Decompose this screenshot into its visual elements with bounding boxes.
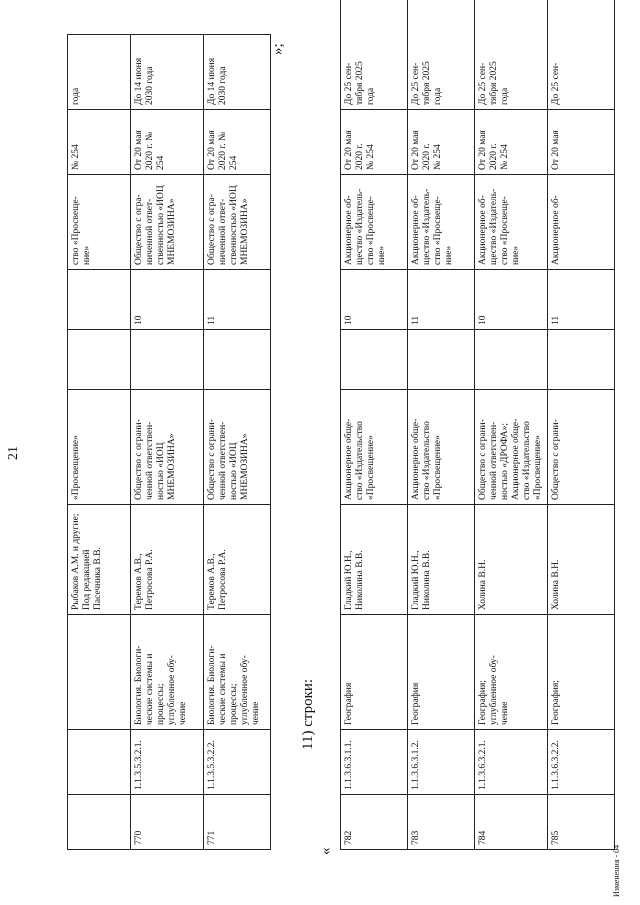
table-cell [68, 270, 131, 330]
table-cell: Биология. Биологи- ческие системы и процессы; углубленное обу- чение [204, 615, 271, 730]
table-cell: От 20 мая [547, 110, 614, 175]
table-cell: ство «Просвеще- ние» [68, 175, 131, 270]
table-cell: География [341, 615, 408, 730]
table-cell: 1.1.3.5.3.2.1. [131, 730, 204, 795]
table-bottom [340, 0, 615, 850]
table-top [67, 34, 271, 850]
page-number: 21 [6, 446, 21, 460]
table-row [131, 35, 204, 850]
table-row [475, 0, 548, 850]
table-cell: Акционерное обще- ство «Издательство «Просвещение» [408, 390, 475, 505]
table-cell: Общество с ограни- ченной ответствен- ностью «ИОЦ МНЕМОЗИНА» [204, 390, 271, 505]
table-cell: От 20 мая 2020 г. № 254 [131, 110, 204, 175]
table-cell: До 25 сен- [547, 0, 614, 110]
table-cell [341, 330, 408, 390]
table-cell: 1.1.3.6.3.2.2. [547, 730, 614, 795]
table-cell: До 14 июня 2030 года [131, 35, 204, 110]
table-cell [475, 330, 548, 390]
trailing-quote: »; [270, 43, 286, 55]
table-cell: Теремов А.В., Петросова Р.А. [131, 505, 204, 615]
table-cell: 771 [204, 795, 271, 850]
table-cell: 10 [475, 270, 548, 330]
table-cell: Акционерное обще- ство «Издательство «Просвещение» [341, 390, 408, 505]
table-cell: 11 [408, 270, 475, 330]
table-cell: 1.1.3.5.3.2.2. [204, 730, 271, 795]
table-cell: До 14 июня 2030 года [204, 35, 271, 110]
table-cell: Акционерное об- щество «Издатель- ство «Просвеще- ние» [341, 175, 408, 270]
table-cell: Общество с огра- ниченной ответ- ственностью «ИОЦ МНЕМОЗИНА» [131, 175, 204, 270]
table-cell: «Просвещение» [68, 390, 131, 505]
table-cell: 11 [547, 270, 614, 330]
table-row [341, 0, 408, 850]
table-cell: № 254 [68, 110, 131, 175]
table-cell [131, 330, 204, 390]
table-cell: Холина В.Н. [475, 505, 548, 615]
table-cell: 10 [131, 270, 204, 330]
table-cell: До 25 сен- тября 2025 года [341, 0, 408, 110]
table-cell: От 20 мая 2020 г. № 254 [204, 110, 271, 175]
table-cell: Холина В.Н. [547, 505, 614, 615]
table-cell: Общество с ограни- ченной ответствен- ностью «ДРОФА»; Акционерное обще- ство «Издательство «Просвещение» [475, 390, 548, 505]
section-heading: 11) строки: [300, 678, 316, 750]
table-cell: География; [547, 615, 614, 730]
table-cell: 784 [475, 795, 548, 850]
table-cell: 1.1.3.6.3.1.2. [408, 730, 475, 795]
table-cell [68, 615, 131, 730]
table-cell: 770 [131, 795, 204, 850]
table-cell: Акционерное об- [547, 175, 614, 270]
table-cell: До 25 сен- тября 2025 года [475, 0, 548, 110]
table-cell: От 20 мая 2020 г. № 254 [341, 110, 408, 175]
footer-note: Изменения - 04 [612, 844, 621, 897]
table-cell: 11 [204, 270, 271, 330]
table-row [547, 0, 614, 850]
table-cell: Теремов А.В., Петросова Р.А. [204, 505, 271, 615]
table-row [204, 35, 271, 850]
table-cell [68, 330, 131, 390]
table-cell [547, 330, 614, 390]
table-cell: До 25 сен- тября 2025 года [408, 0, 475, 110]
table-cell: Акционерное об- щество «Издатель- ство «Просвеще- ние» [475, 175, 548, 270]
table-cell: Общество с огра- ниченной ответ- ственностью «ИОЦ МНЕМОЗИНА» [204, 175, 271, 270]
table-cell: От 20 мая 2020 г. № 254 [475, 110, 548, 175]
table-cell: Биология. Биологи- ческие системы и процессы; углубленное обу- чение [131, 615, 204, 730]
table-cell: География; углубленное обу- чение [475, 615, 548, 730]
table-cell: 783 [408, 795, 475, 850]
table-cell: 10 [341, 270, 408, 330]
table-cell [408, 330, 475, 390]
table-cell: Общество с ограни- [547, 390, 614, 505]
table-cell: 785 [547, 795, 614, 850]
table-cell [204, 330, 271, 390]
table-cell [68, 795, 131, 850]
table-cell: География [408, 615, 475, 730]
table-cell: Гладкий Ю.Н., Николина В.В. [341, 505, 408, 615]
table-row [68, 35, 131, 850]
table-cell: года [68, 35, 131, 110]
opening-quote: « [318, 847, 334, 855]
table-cell: Акционерное об- щество «Издатель- ство «Просвеще- ние» [408, 175, 475, 270]
table-cell: Рыбаков А.М. и другие; Под редакцией Пасечника В.В. [68, 505, 131, 615]
table-cell: От 20 мая 2020 г. № 254 [408, 110, 475, 175]
table-cell: 1.1.3.6.3.1.1. [341, 730, 408, 795]
table-row [408, 0, 475, 850]
table-cell [68, 730, 131, 795]
table-cell: 782 [341, 795, 408, 850]
table-cell: 1.1.3.6.3.2.1. [475, 730, 548, 795]
table-cell: Гладкий Ю.Н., Николина В.В. [408, 505, 475, 615]
table-cell: Общество с ограни- ченной ответствен- ностью «ИОЦ МНЕМОЗИНА» [131, 390, 204, 505]
